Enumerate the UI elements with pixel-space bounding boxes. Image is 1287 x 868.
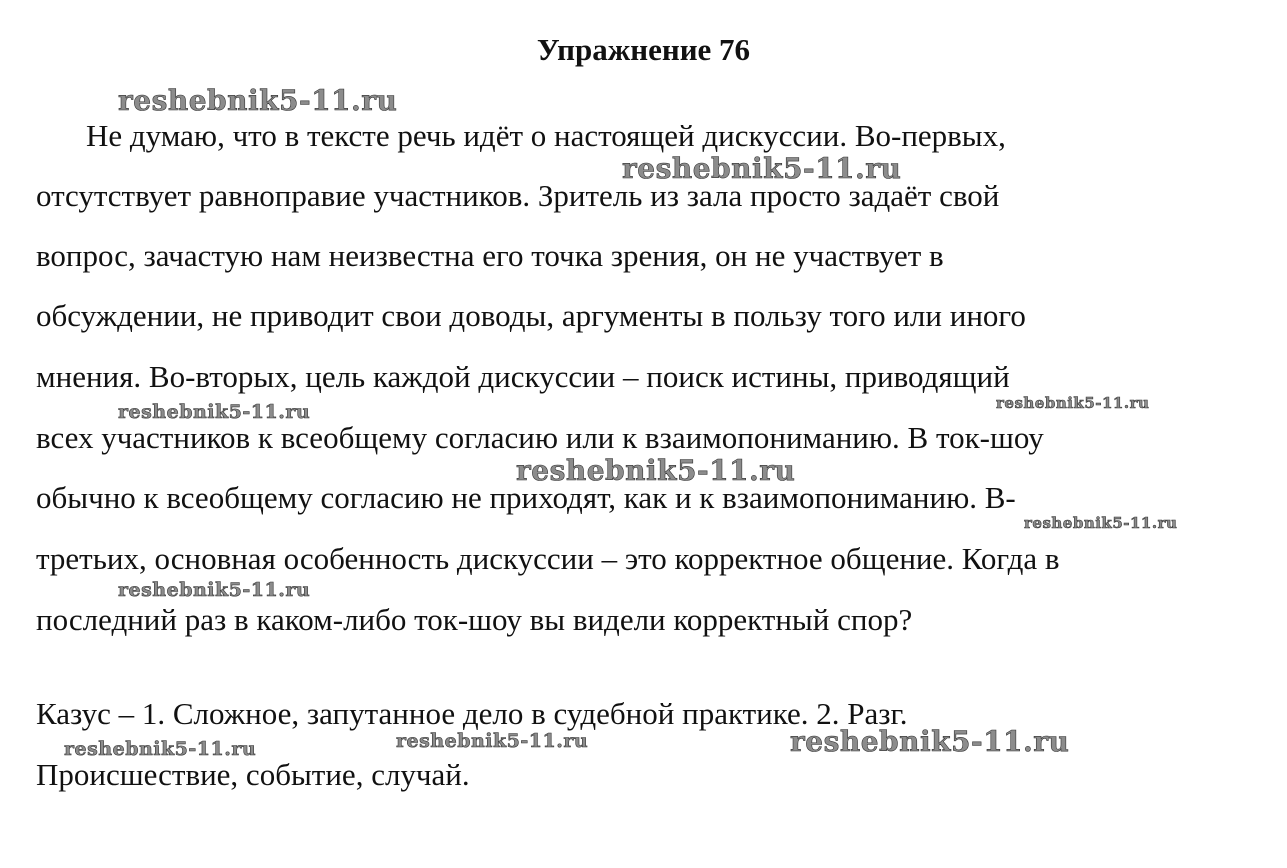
paragraph-line-1: Не думаю, что в тексте речь идёт о настоящей дискуссии. Во-первых, — [86, 118, 1006, 153]
paragraph-line-4: обсуждении, не приводит свои доводы, аргументы в пользу того или иного — [36, 298, 1026, 333]
definition-line-2: Происшествие, событие, случай. — [36, 757, 470, 792]
watermark: reshebnik5-11.ru — [622, 152, 902, 185]
watermark: reshebnik5-11.ru — [118, 401, 311, 423]
watermark: reshebnik5-11.ru — [996, 394, 1150, 412]
watermark: reshebnik5-11.ru — [118, 579, 311, 601]
paragraph-line-5: мнения. Во-вторых, цель каждой дискуссии – поиск истины, приводящий — [36, 359, 1010, 394]
watermark: reshebnik5-11.ru — [64, 738, 257, 760]
paragraph-line-3: вопрос, зачастую нам неизвестна его точка зрения, он не участвует в — [36, 238, 944, 273]
definition-line-1: Казус – 1. Сложное, запутанное дело в судебной практике. 2. Разг. — [36, 696, 908, 731]
paragraph-line-7: обычно к всеобщему согласию не приходят, как и к взаимопониманию. В- — [36, 480, 1016, 515]
watermark: reshebnik5-11.ru — [118, 84, 398, 117]
watermark: reshebnik5-11.ru — [790, 725, 1070, 758]
exercise-title: Упражнение 76 — [536, 32, 751, 67]
paragraph-line-9: последний раз в каком-либо ток-шоу вы видели корректный спор? — [36, 602, 913, 637]
paragraph-line-8: третьих, основная особенность дискуссии – это корректное общение. Когда в — [36, 541, 1060, 576]
watermark: reshebnik5-11.ru — [1024, 514, 1178, 532]
paragraph-line-2: отсутствует равноправие участников. Зритель из зала просто задаёт свой — [36, 178, 1000, 213]
watermark: reshebnik5-11.ru — [396, 730, 589, 752]
watermark: reshebnik5-11.ru — [516, 454, 796, 487]
paragraph-line-6: всех участников к всеобщему согласию или к взаимопониманию. В ток-шоу — [36, 420, 1044, 455]
